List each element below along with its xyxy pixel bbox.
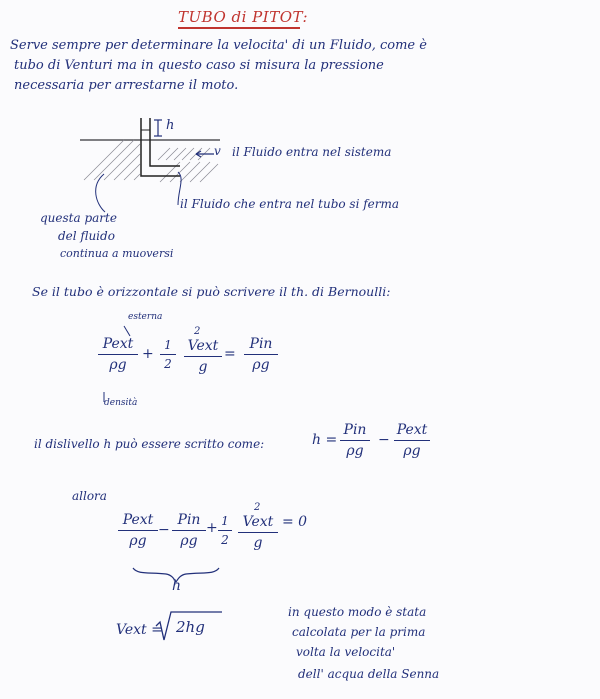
eq1-rhog-2: ρg: [252, 357, 270, 374]
part-note-1: questa parte: [40, 211, 117, 225]
intro-line-3: necessaria per arrestarne il moto.: [14, 78, 239, 93]
conclusion-line-2: calcolata per la prima: [292, 625, 426, 639]
eq2-rhog-2: ρg: [180, 533, 198, 550]
eq2-equals-zero: = 0: [282, 514, 308, 530]
eq2-pext: Pext: [122, 512, 154, 528]
dislivello-rhog-1: ρg: [346, 443, 364, 460]
eq2-vext: Vext: [242, 514, 274, 530]
eq1-half-den: 2: [164, 357, 172, 372]
eq2-half-num: 1: [221, 514, 229, 528]
eq2-half: [218, 514, 232, 547]
v-label: v: [214, 144, 221, 158]
h-label: h: [166, 118, 175, 133]
eq2-pext-frac: [118, 512, 158, 549]
dislivello-pin-frac: [340, 422, 370, 459]
result-sqrt-body: 2hg: [176, 618, 205, 636]
eq2-minus: −: [158, 522, 170, 538]
dislivello-pext: Pext: [396, 422, 428, 438]
page-title: TUBO di PITOT:: [178, 8, 309, 26]
eq1-vext-over-g: [184, 338, 222, 375]
eq2-brace-label: h: [172, 578, 182, 594]
eq2-pin: Pin: [177, 512, 201, 528]
eq1-exponent: 2: [194, 326, 201, 337]
eq1-pext: Pext: [102, 336, 134, 352]
eq1-pext-over-rhog: [98, 336, 138, 373]
eq2-half-den: 2: [221, 533, 229, 548]
allora-text: allora: [72, 489, 107, 503]
dislivello-h-eq: h =: [312, 432, 338, 448]
eq2-exponent: 2: [254, 502, 261, 513]
eq2-rhog-1: ρg: [129, 533, 147, 550]
eq1-pin: Pin: [249, 336, 273, 352]
eq1-g: g: [198, 359, 208, 376]
conclusion-line-1: in questo modo è stata: [288, 605, 427, 619]
dislivello-pext-frac: [394, 422, 430, 459]
eq2-plus: +: [206, 520, 218, 536]
eq1-half-num: 1: [164, 338, 172, 352]
intro-line-1: Serve sempre per determinare la velocita' di un Fluido, come è: [10, 38, 427, 53]
stop-note: il Fluido che entra nel tubo si ferma: [180, 197, 400, 211]
dislivello-text: il dislivello h può essere scritto come:: [34, 437, 265, 451]
eq1-equals: =: [224, 346, 236, 362]
dislivello-pin: Pin: [343, 422, 367, 438]
eq2-vext-frac: [238, 514, 278, 551]
part-note-2: del fluido: [58, 229, 115, 243]
dislivello-rhog-2: ρg: [403, 443, 421, 460]
v-note: il Fluido entra nel sistema: [232, 145, 392, 159]
conclusion-line-3: volta la velocita': [296, 645, 396, 659]
eq1-pin-over-rhog: [244, 336, 278, 373]
dislivello-minus: −: [378, 432, 390, 448]
eq2-pin-frac: [172, 512, 206, 549]
part-note-3: continua a muoversi: [60, 247, 174, 260]
bernoulli-intro: Se il tubo è orizzontale si può scrivere il th. di Bernoulli:: [32, 284, 391, 299]
eq1-half: [160, 338, 176, 371]
conclusion-line-4: dell' acqua della Senna: [298, 667, 440, 681]
eq2-g: g: [253, 535, 263, 552]
eq1-vext: Vext: [187, 338, 219, 354]
intro-line-2: tubo di Venturi ma in questo caso si misura la pressione: [14, 58, 384, 73]
eq1-plus: +: [142, 346, 154, 362]
eq1-rhog: ρg: [109, 357, 127, 374]
eq1-label-densita: densità: [104, 398, 138, 408]
eq1-label-esterna: esterna: [128, 312, 163, 322]
result-lhs: Vext =: [116, 622, 163, 638]
